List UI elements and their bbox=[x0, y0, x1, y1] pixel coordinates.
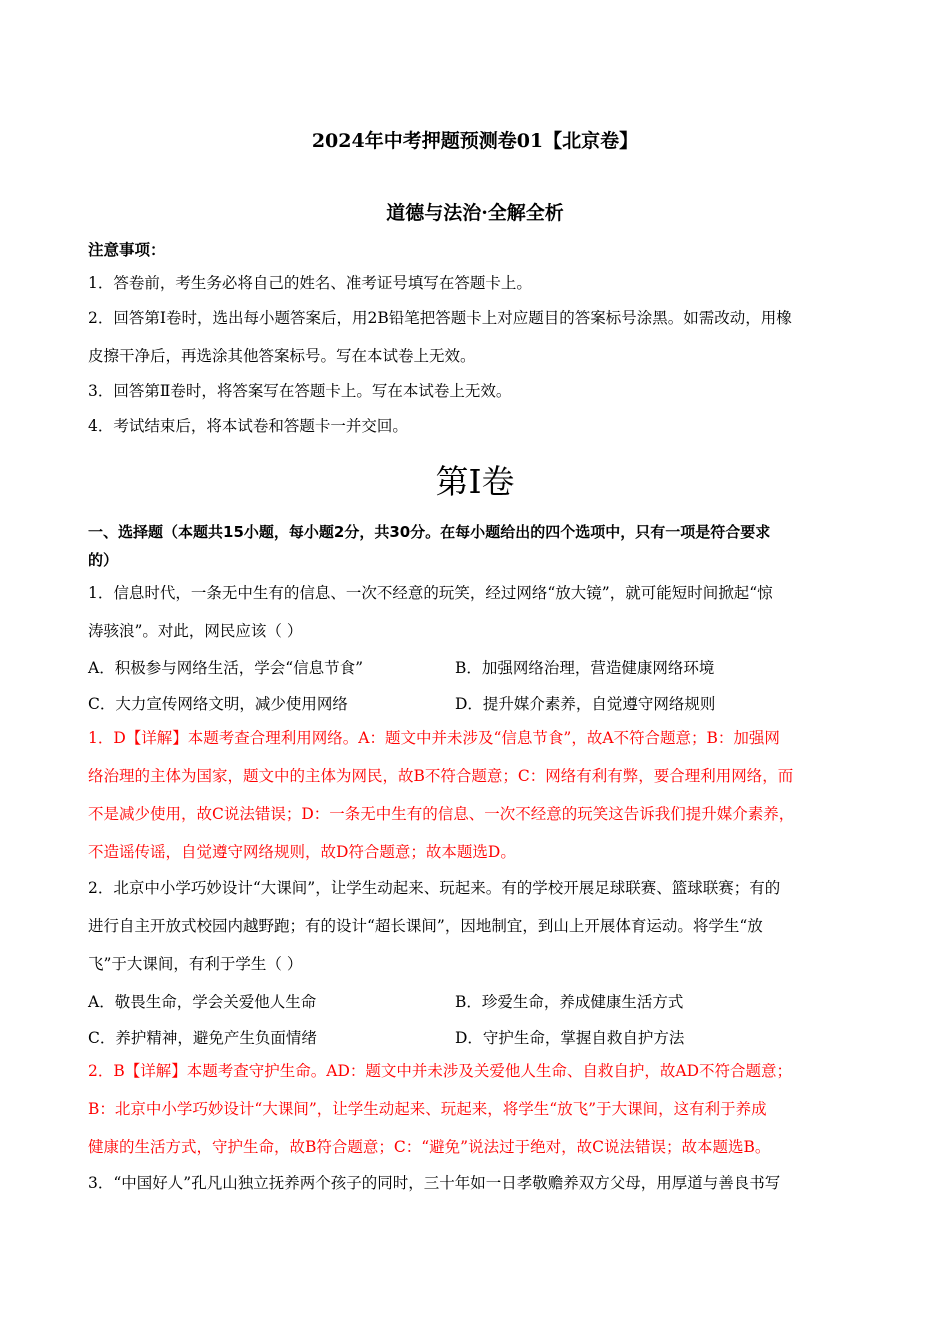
section-title: 第Ⅰ卷 bbox=[435, 462, 515, 501]
notice-heading: 注意事项： bbox=[88, 241, 166, 259]
answer-explanation: 1．D【详解】本题考查合理利用网络。A：题文中并未涉及“信息节食”，故A不符合题意；B：加强网 bbox=[88, 729, 780, 747]
option-c: C．大力宣传网络文明，减少使用网络 bbox=[88, 695, 348, 713]
question-stem: 飞”于大课间，有利于学生（ ） bbox=[88, 955, 303, 973]
notice-item: 皮擦干净后，再选涂其他答案标号。写在本试卷上无效。 bbox=[88, 347, 476, 365]
question-stem: 1．信息时代，一条无中生有的信息、一次不经意的玩笑，经过网络“放大镜”，就可能短时间掀起“惊 bbox=[88, 584, 773, 602]
option-a: A．积极参与网络生活，学会“信息节食” bbox=[88, 659, 364, 677]
notice-item: 2．回答第Ⅰ卷时，选出每小题答案后，用2B铅笔把答题卡上对应题目的答案标号涂黑。如需改动，用橡 bbox=[88, 309, 792, 327]
question-stem: 涛骇浪”。对此，网民应该（ ） bbox=[88, 622, 303, 640]
part-heading: 一、选择题（本题共15小题，每小题2分，共30分。在每小题给出的四个选项中，只有一项是符合要求 bbox=[88, 523, 771, 541]
answer-explanation: 不造谣传谣，自觉遵守网络规则，故D符合题意；故本题选D。 bbox=[88, 843, 516, 861]
question-stem: 3．“中国好人”孔凡山独立抚养两个孩子的同时，三十年如一日孝敬赡养双方父母，用厚道与善良书写 bbox=[88, 1174, 781, 1192]
option-c: C．养护精神，避免产生负面情绪 bbox=[88, 1029, 317, 1047]
question-stem: 进行自主开放式校园内越野跑；有的设计“超长课间”，因地制宜，到山上开展体育运动。将学生“放 bbox=[88, 917, 763, 935]
part-heading: 的） bbox=[88, 551, 119, 569]
option-d: D．守护生命，掌握自救自护方法 bbox=[455, 1029, 685, 1047]
page-title: 2024年中考押题预测卷01【北京卷】 bbox=[311, 130, 639, 152]
option-a: A．敬畏生命，学会关爱他人生命 bbox=[88, 993, 317, 1011]
question-stem: 2．北京中小学巧妙设计“大课间”，让学生动起来、玩起来。有的学校开展足球联赛、篮球联赛；有的 bbox=[88, 879, 781, 897]
notice-item: 3．回答第Ⅱ卷时，将答案写在答题卡上。写在本试卷上无效。 bbox=[88, 382, 512, 400]
option-d: D．提升媒介素养，自觉遵守网络规则 bbox=[455, 695, 716, 713]
answer-explanation: 2．B【详解】本题考查守护生命。AD：题文中并未涉及关爱他人生命、自救自护，故AD不符合题意； bbox=[88, 1062, 792, 1080]
answer-explanation: 不是减少使用，故C说法错误；D：一条无中生有的信息、一次不经意的玩笑这告诉我们提升媒介素养， bbox=[88, 805, 795, 823]
answer-explanation: 络治理的主体为国家，题文中的主体为网民，故B不符合题意；C：网络有利有弊，要合理利用网络，而 bbox=[88, 767, 794, 785]
notice-item: 4．考试结束后，将本试卷和答题卡一并交回。 bbox=[88, 417, 408, 435]
option-b: B．珍爱生命，养成健康生活方式 bbox=[455, 993, 684, 1011]
page-subtitle: 道德与法治·全解全析 bbox=[386, 202, 564, 224]
notice-item: 1．答卷前，考生务必将自己的姓名、准考证号填写在答题卡上。 bbox=[88, 274, 532, 292]
answer-explanation: B：北京中小学巧妙设计“大课间”，让学生动起来、玩起来，将学生“放飞”于大课间，这有利于养成 bbox=[88, 1100, 767, 1118]
answer-explanation: 健康的生活方式，守护生命，故B符合题意；C：“避免”说法过于绝对，故C说法错误；故本题选B。 bbox=[88, 1138, 771, 1156]
option-b: B．加强网络治理，营造健康网络环境 bbox=[455, 659, 715, 677]
